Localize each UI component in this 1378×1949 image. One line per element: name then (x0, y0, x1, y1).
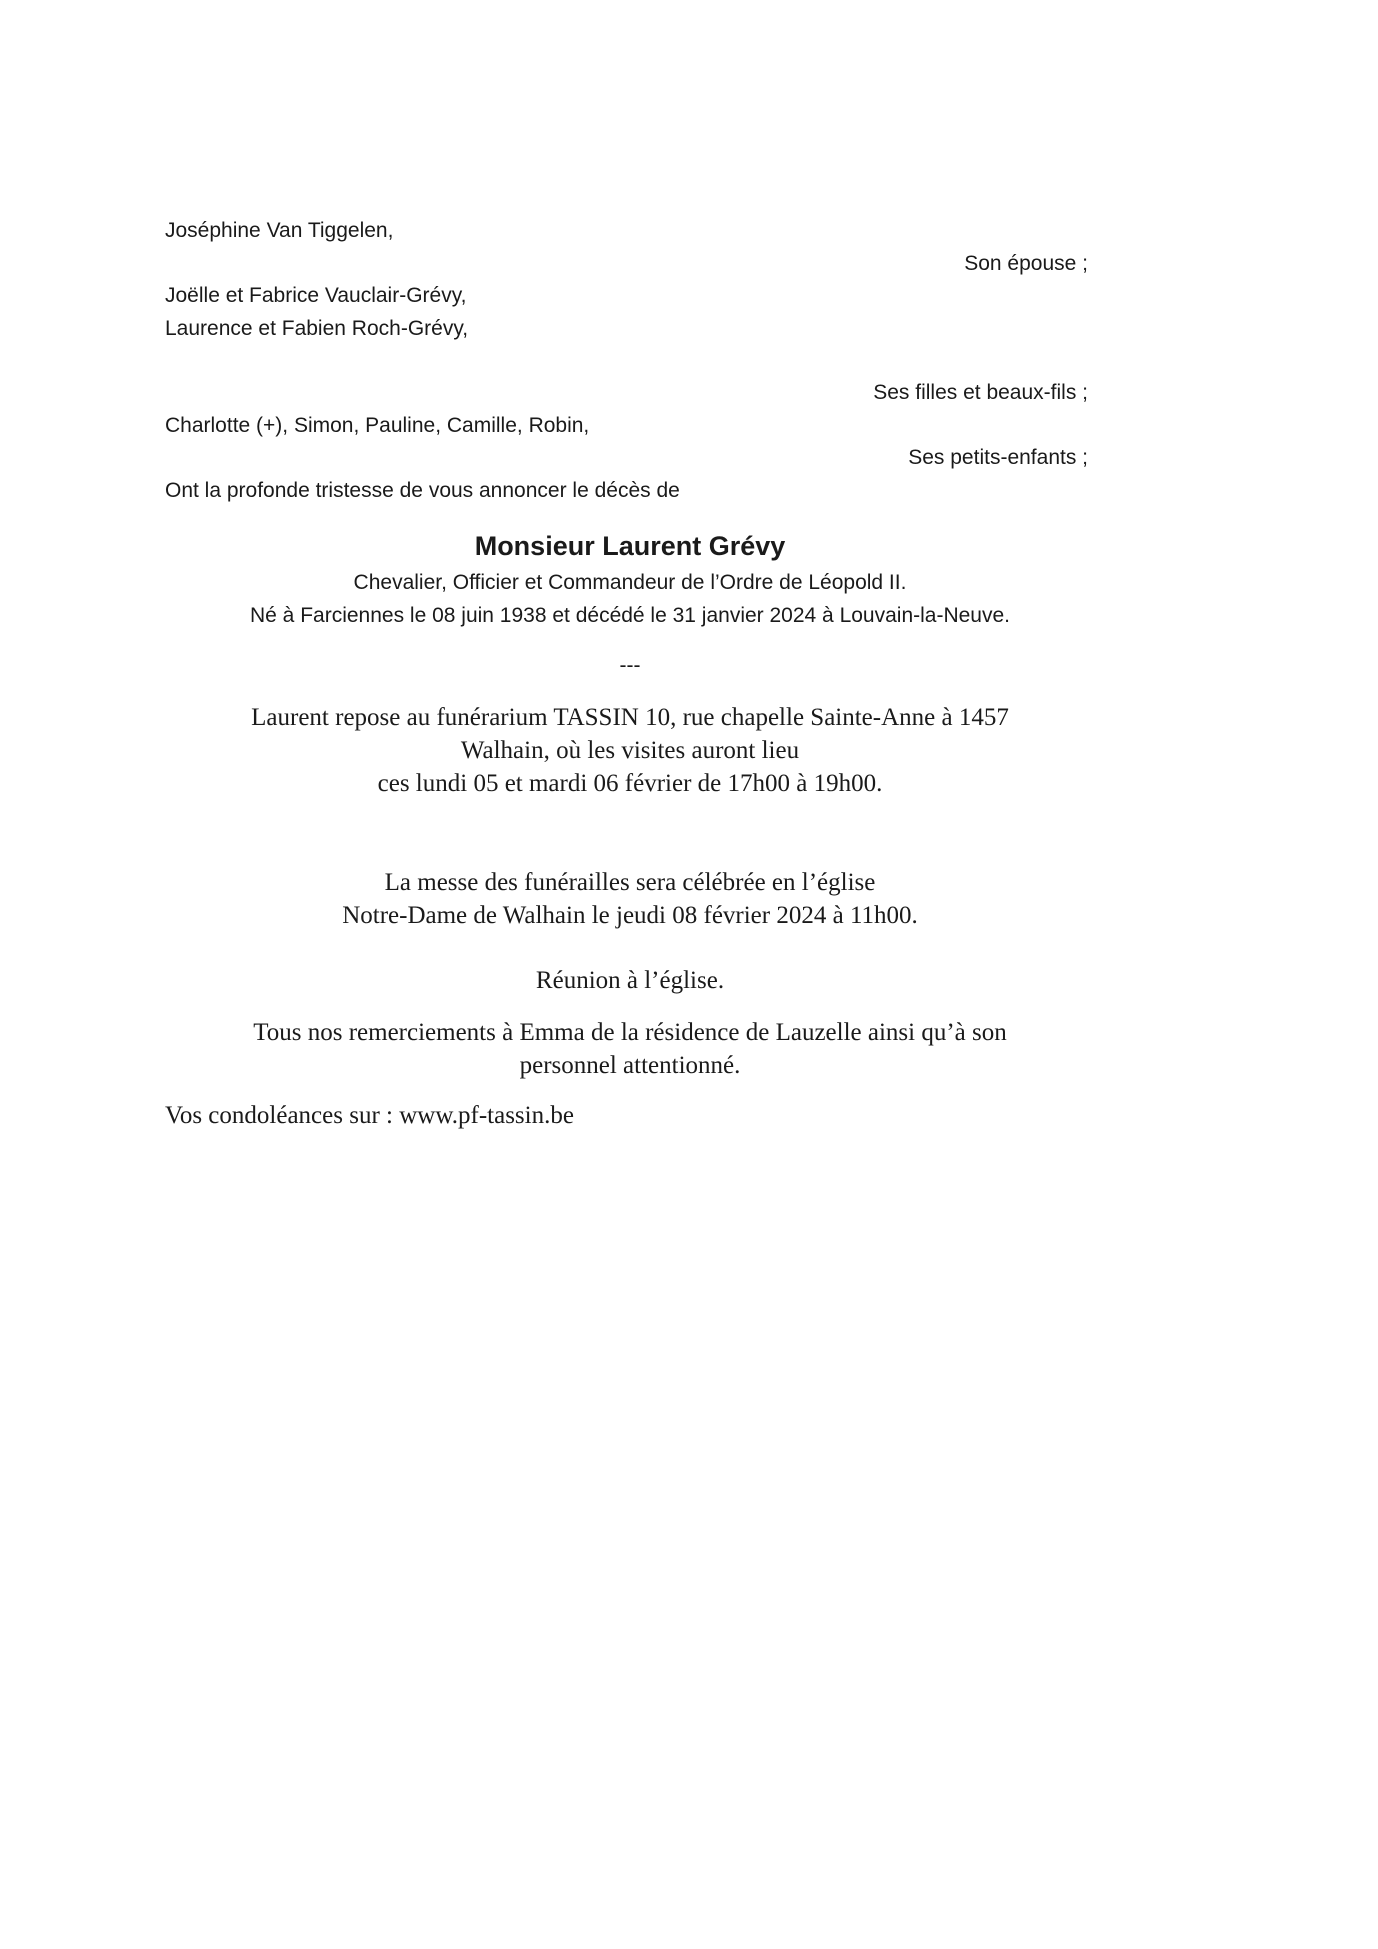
spouse-role: Son épouse ; (964, 252, 1088, 275)
announcement-text: Ont la profonde tristesse de vous annoncer le décès de (165, 479, 680, 502)
visitation-line-3: ces lundi 05 et mardi 06 février de 17h00 à 19h00. (377, 770, 883, 797)
separator: --- (619, 654, 641, 677)
grandchildren-names: Charlotte (+), Simon, Pauline, Camille, Robin, (165, 414, 590, 437)
visitation-line-1: Laurent repose au funérarium TASSIN 10, rue chapelle Sainte-Anne à 1457 (251, 704, 1009, 731)
deceased-name: Monsieur Laurent Grévy (474, 531, 786, 561)
daughter-couple-1: Joëlle et Fabrice Vauclair-Grévy, (165, 284, 467, 307)
deceased-honors: Chevalier, Officier et Commandeur de l’Ordre de Léopold II. (353, 571, 907, 594)
thanks-line-1: Tous nos remerciements à Emma de la résidence de Lauzelle ainsi qu’à son (253, 1019, 1007, 1046)
deceased-dates: Né à Farciennes le 08 juin 1938 et décédé le 31 janvier 2024 à Louvain-la-Neuve. (250, 604, 1010, 627)
daughter-couple-2: Laurence et Fabien Roch-Grévy, (165, 317, 469, 340)
thanks-line-2: personnel attentionné. (519, 1052, 741, 1079)
meeting-note: Réunion à l’église. (535, 967, 725, 994)
spouse-name: Joséphine Van Tiggelen, (165, 219, 394, 242)
mass-line-2: Notre-Dame de Walhain le jeudi 08 février 2024 à 11h00. (342, 902, 918, 929)
grandchildren-role: Ses petits-enfants ; (908, 446, 1088, 469)
visitation-line-2: Walhain, où les visites auront lieu (460, 737, 800, 764)
daughters-role: Ses filles et beaux-fils ; (873, 381, 1088, 404)
mass-line-1: La messe des funérailles sera célébrée en l’église (384, 869, 876, 896)
condolences-line: Vos condoléances sur : www.pf-tassin.be (165, 1102, 574, 1129)
